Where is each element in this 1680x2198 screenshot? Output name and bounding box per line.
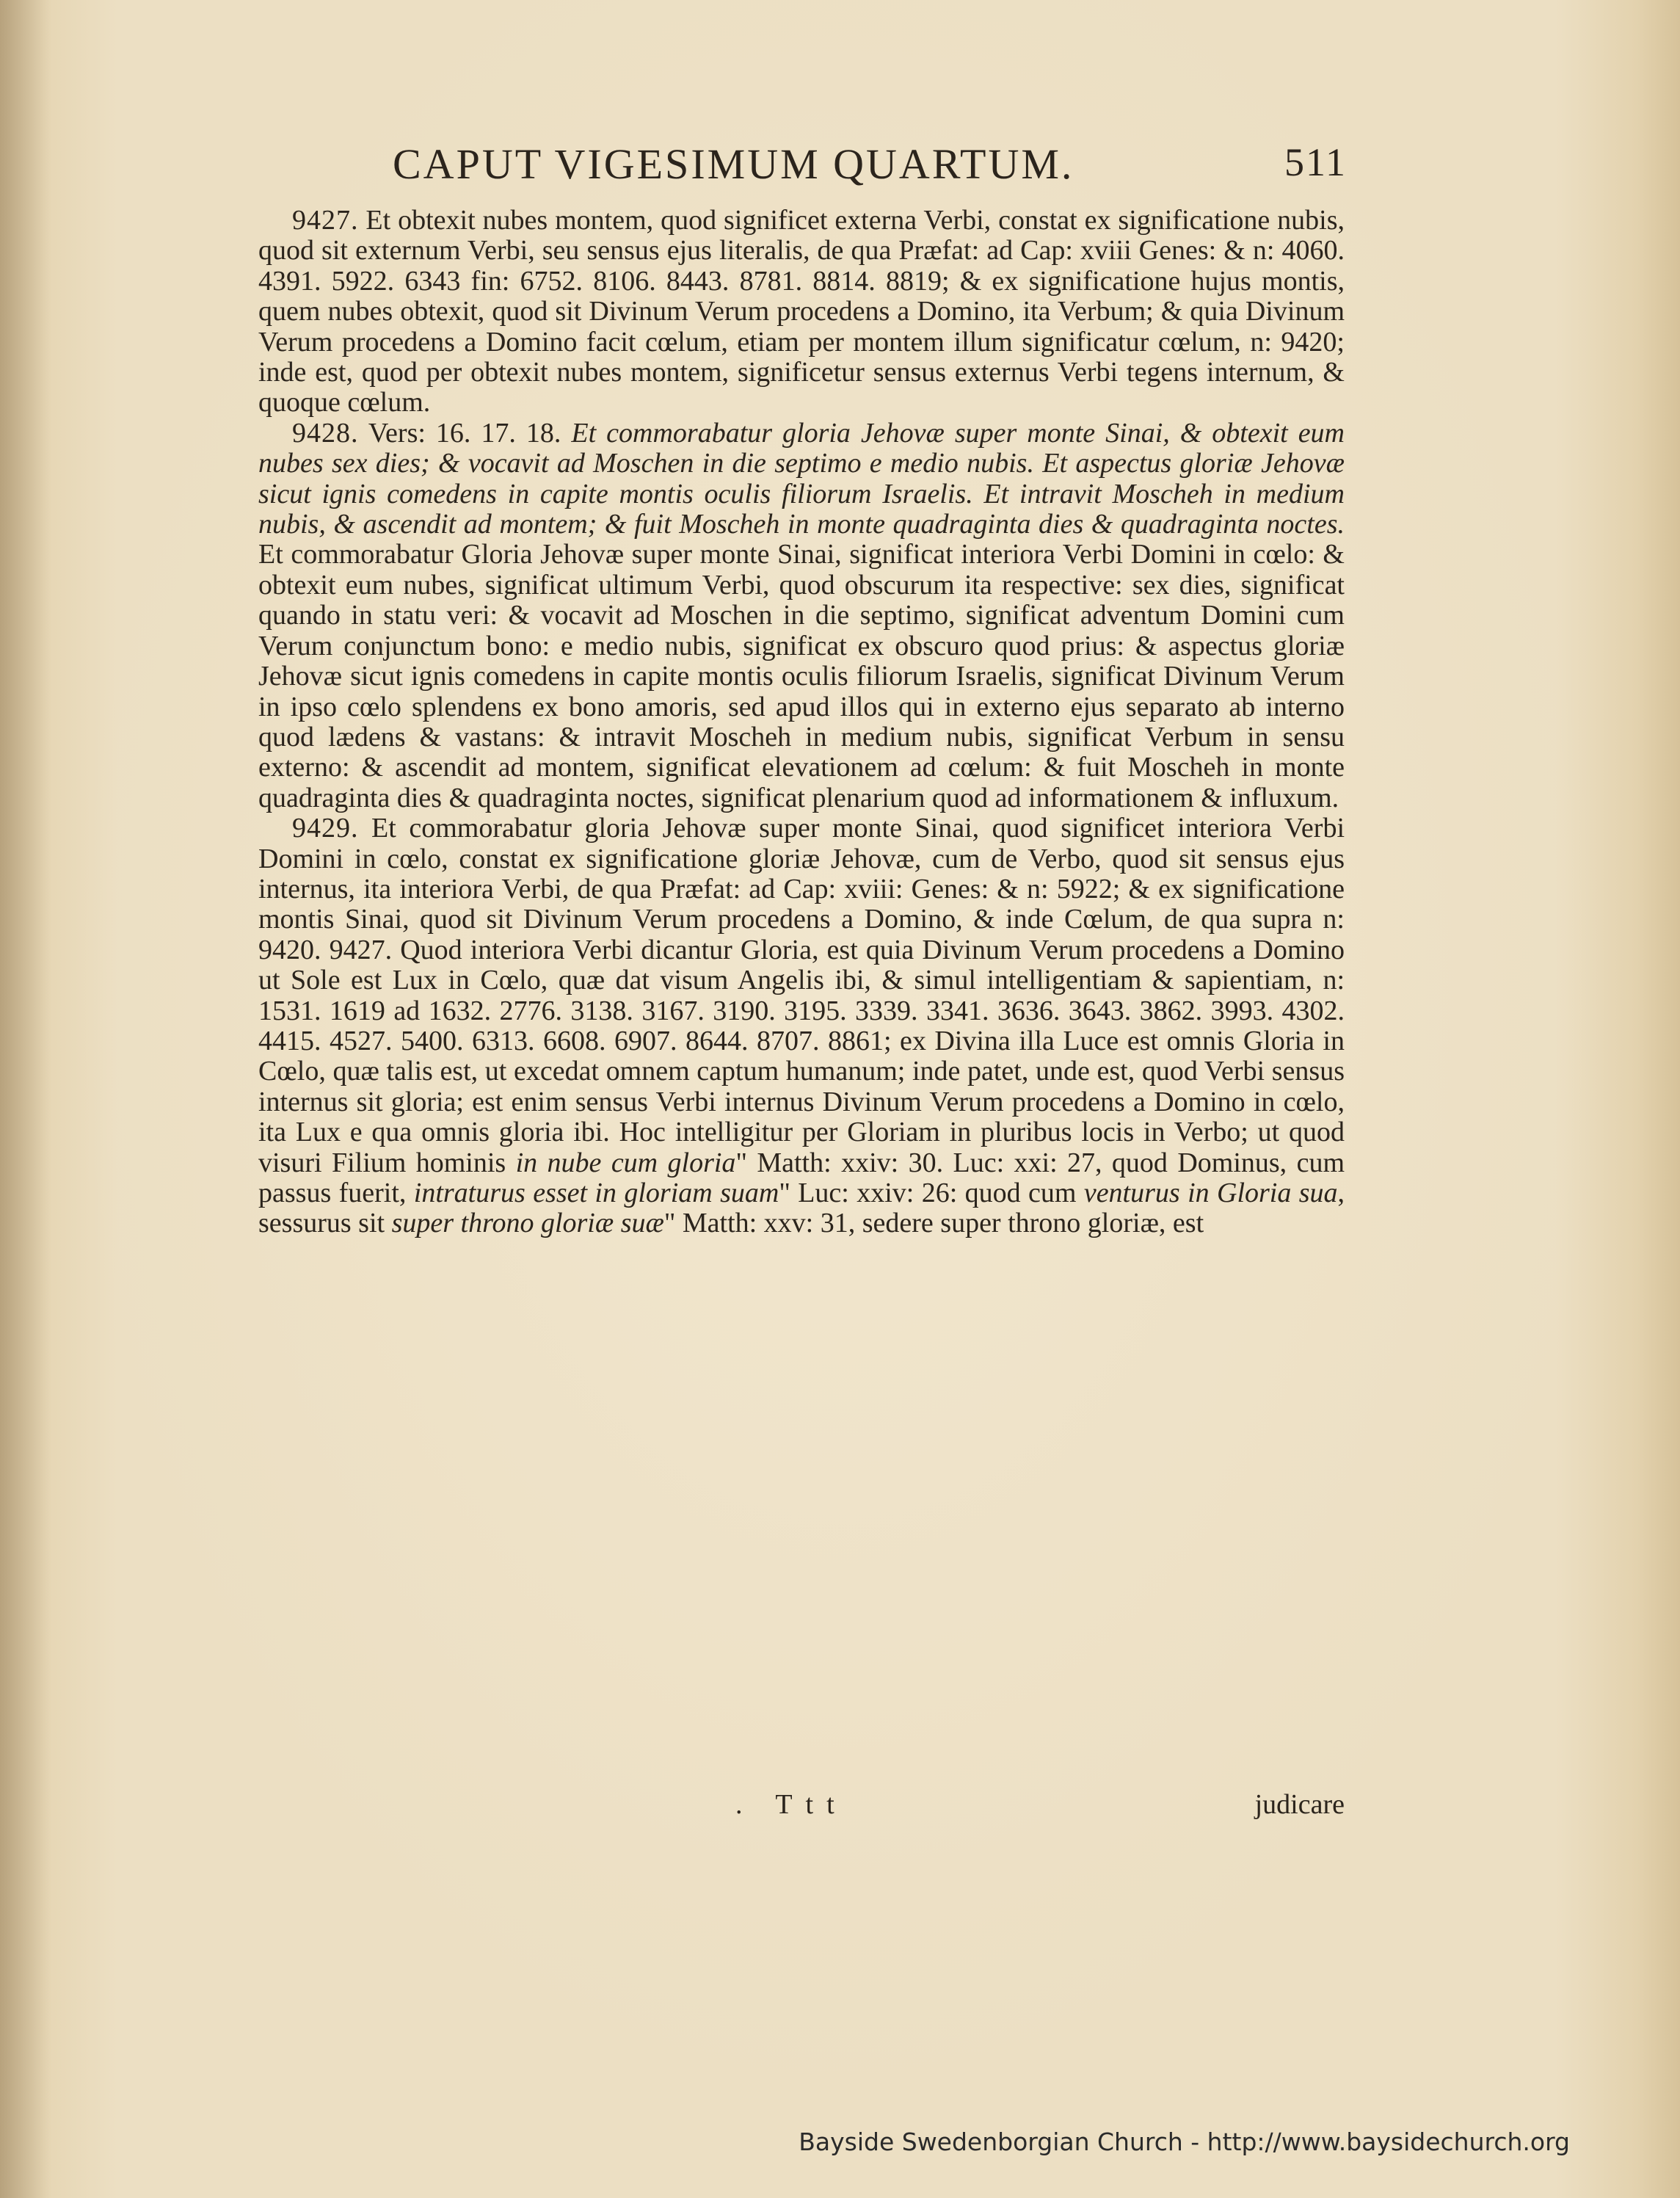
paragraph-text: " Luc: xxiv: 26: quod cum bbox=[779, 1178, 1077, 1208]
body-text bbox=[258, 206, 1345, 1239]
paragraph-text: " Matth: xxv: 31, sedere super throno gloriæ, est bbox=[663, 1208, 1204, 1239]
scripture-quote: Et commorabatur gloria Jehovæ super monte Sinai, & obtexit eum nubes sex dies; & vocavit ad Moschen in die septimo e medio nubis. Et aspectus gloriæ Jehovæ sicut ignis comedens in capite montis oculis filiorum Israelis. Et intravit Moscheh in medium nubis, & ascendit ad montem; & fuit Moscheh in monte quadraginta dies & quadraginta noctes. bbox=[258, 417, 1345, 540]
signature-mark: . Ttt bbox=[735, 1789, 848, 1820]
paragraph-9428 bbox=[258, 418, 1345, 813]
watermark-text: Bayside Swedenborgian Church - http://www.baysidechurch.org bbox=[799, 2128, 1570, 2156]
paragraph-text: , sessurus sit bbox=[258, 1178, 1345, 1239]
page-number: 511 bbox=[1284, 140, 1347, 184]
scripture-quote: intraturus esset in gloriam suam bbox=[413, 1178, 779, 1208]
scripture-quote: venturus in Gloria sua bbox=[1083, 1178, 1338, 1208]
paragraph-text: Et obtexit nubes montem, quod significet externa Verbi, constat ex significatione nubis, quod sit externum Verbi, seu sensus ejus literalis, de qua Præfat: ad Cap: xviii Genes: & n: 4060. 4391. 5922. 6343 fin: 6752. 8106. 8443. 8781. 8814. 8819; & ex significatione hujus montis, quem nubes obtexit, quod sit Divinum Verum procedens a Domino, ita Verbum; & quia Divinum Verum procedens a Domino facit cœlum, etiam per montem illum significatur cœlum, n: 9420; inde est, quod per obtexit nubes montem, significetur sensus externus Verbi tegens internum, & quoque cœlum. bbox=[258, 205, 1345, 418]
verse-reference: Vers: 16. 17. 18. bbox=[368, 417, 561, 449]
paragraph-9427 bbox=[258, 206, 1345, 418]
paragraph-text: Et commorabatur Gloria Jehovæ super monte Sinai, significat interiora Verbi Domini in cœlo: & obtexit eum nubes, significat ultimum Verbi, quod obscurum ita respective: sex dies, significat quando in statu veri: & vocavit ad Moschen in die septimo, significat adventum Domini cum Verum conjunctum bono: e medio nubis, significat ex obscuro quod prius: & aspectus gloriæ Jehovæ sicut ignis comedens in capite montis oculis filiorum Israelis, significat Divinum Verum in ipso cœlo splendens ex bono amoris, sed apud illos qui in externo ejus separato ab interno quod lædens & vastans: & intravit Moscheh in medium nubis, significat Verbum in sensu externo: & ascendit ad montem, significat elevationem ad cœlum: & fuit Moscheh in monte quadraginta dies & quadraginta noctes, significat plenarium quod ad informationem & influxum. bbox=[258, 539, 1345, 813]
paragraph-number: 9427. bbox=[292, 205, 359, 236]
gutter-shadow bbox=[0, 0, 51, 2198]
paragraph-number: 9428. bbox=[292, 417, 359, 449]
paragraph-text: " Matth: xxiv: 30. Luc: xxi: 27, quod Dominus, cum passus fuerit, bbox=[258, 1147, 1345, 1208]
paragraph-text: Et commorabatur gloria Jehovæ super monte Sinai, quod significet interiora Verbi Domini in cœlo, constat ex significatione gloriæ Jehovæ, cum de Verbo, quod sit sensus ejus internus, ita interiora Verbi, de qua Præfat: ad Cap: xviii: Genes: & n: 5922; & ex significatione montis Sinai, quod sit Divinum Verum procedens a Domino, & inde Cœlum, de qua supra n: 9420. 9427. Quod interiora Verbi dicantur Gloria, est quia Divinum Verum procedens a Domino ut Sole est Lux in Cœlo, quæ dat visum Angelis ibi, & simul intelligentiam & sapientiam, n: 1531. 1619 ad 1632. 2776. 3138. 3167. 3190. 3195. 3339. 3341. 3636. 3643. 3862. 3993. 4302. 4415. 4527. 5400. 6313. 6608. 6907. 8644. 8707. 8861; ex Divina illa Luce est omnis Gloria in Cœlo, quæ talis est, ut excedat omnem captum humanum; inde patet, unde est, quod Verbi sensus internus sit gloria; est enim sensus Verbi internus Divinum Verum procedens a Domino in cœlo, ita Lux e qua omnis gloria ibi. Hoc intelligitur per Gloriam in pluribus locis in Verbo; ut quod visuri Filium hominis bbox=[258, 813, 1345, 1178]
scripture-quote: super throno gloriæ suæ bbox=[391, 1208, 664, 1239]
paragraph-9429 bbox=[258, 813, 1345, 1239]
page-header bbox=[261, 132, 1347, 198]
catchword: judicare bbox=[1254, 1789, 1345, 1820]
running-title: CAPUT VIGESIMUM QUARTUM. bbox=[393, 140, 1074, 188]
paragraph-number: 9429. bbox=[292, 813, 359, 844]
scripture-quote: in nube cum gloria bbox=[515, 1147, 736, 1178]
page-footer bbox=[258, 1788, 1345, 1825]
